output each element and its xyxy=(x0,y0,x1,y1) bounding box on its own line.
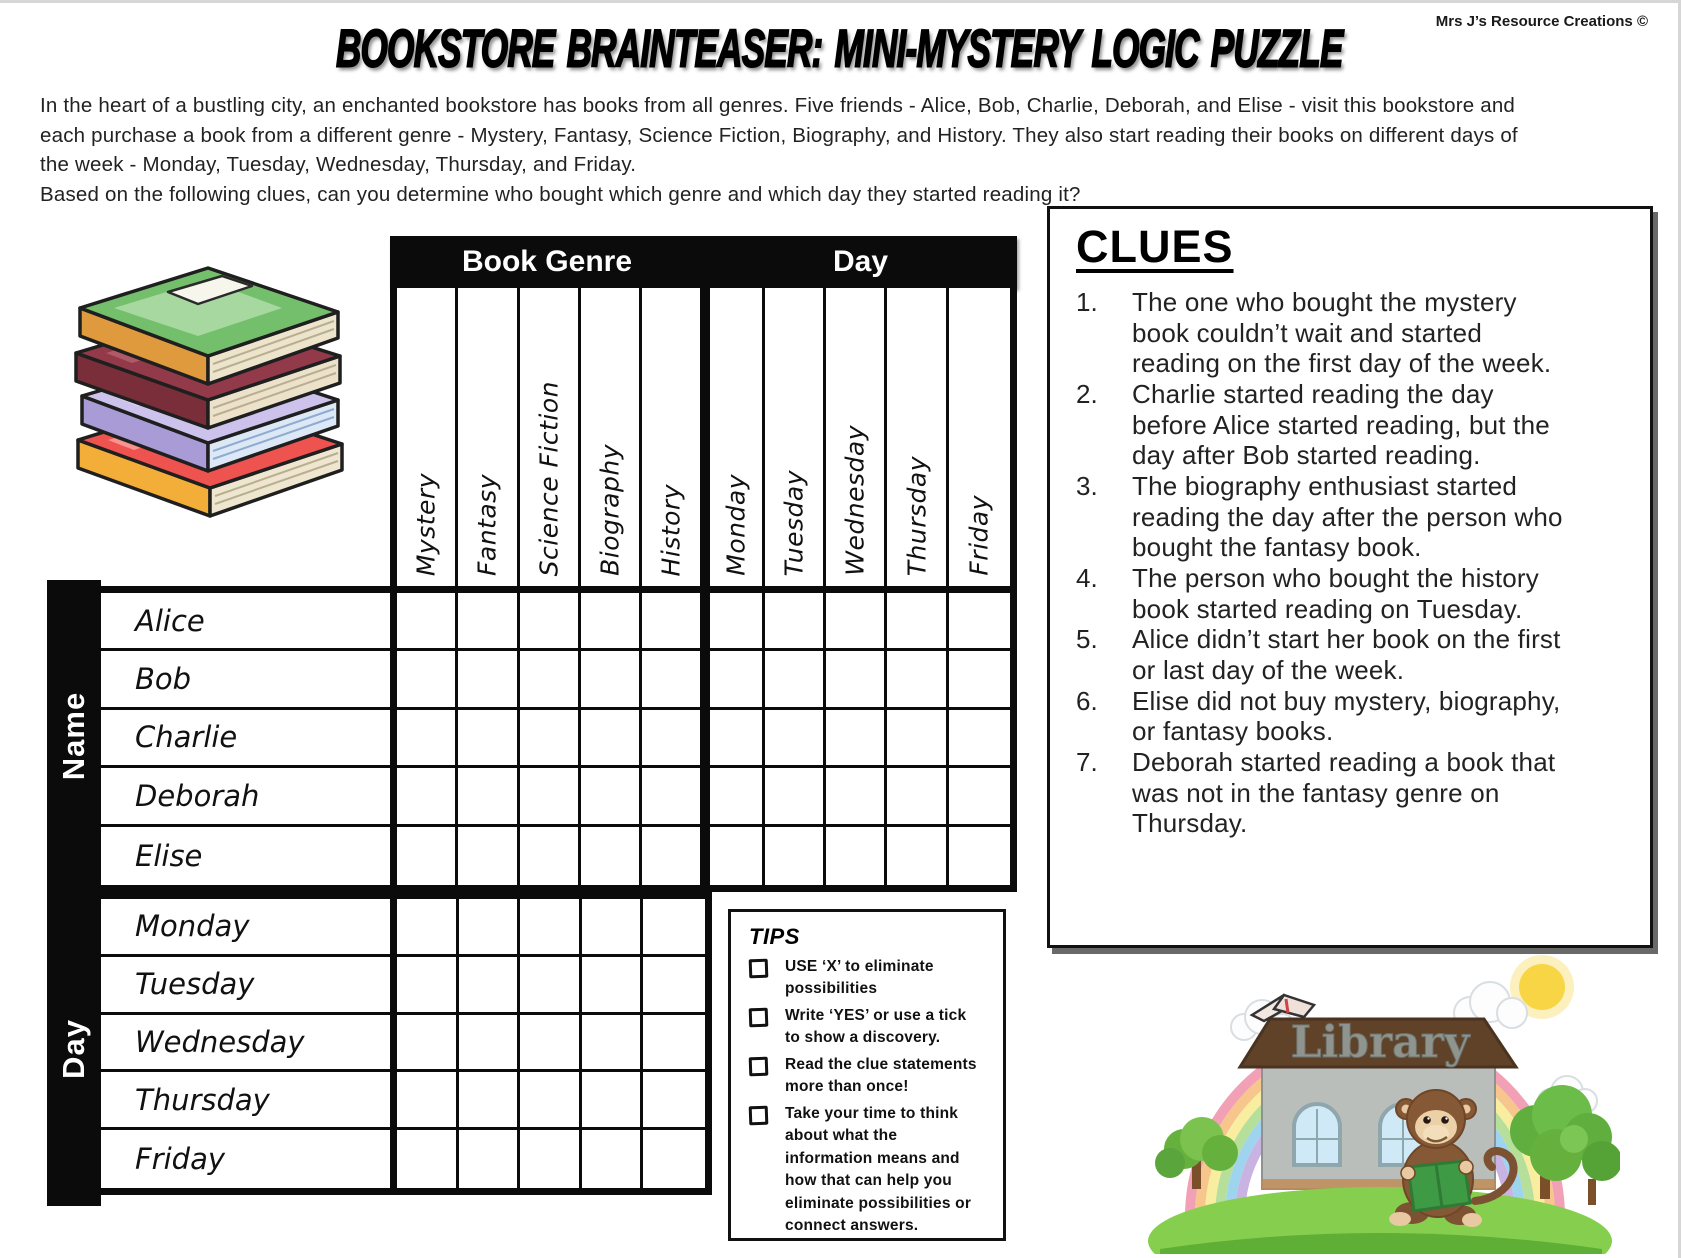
row-label-wednesday: Wednesday xyxy=(101,1015,390,1073)
clue-number: 4. xyxy=(1076,563,1098,594)
checkbox-icon xyxy=(749,1057,769,1077)
row-label-elise: Elise xyxy=(135,838,203,873)
clue-item xyxy=(1076,471,1620,563)
tip-text: Read the clue statements more than once! xyxy=(785,1055,977,1096)
grid-cell xyxy=(643,957,705,1015)
grid-cell xyxy=(887,710,948,768)
grid-cell xyxy=(582,899,644,957)
grid-cell xyxy=(459,1015,521,1073)
tip-text: Take your time to think about what the information means and how that can help you eliminate possibilities or connect answers. xyxy=(785,1104,972,1235)
column-header-friday xyxy=(949,288,1010,586)
column-header-tuesday xyxy=(765,288,826,586)
column-header-label: Monday xyxy=(721,474,751,576)
column-header-label: Fantasy xyxy=(472,474,502,576)
grid-cell xyxy=(397,651,458,709)
grid-cell xyxy=(582,1130,644,1188)
column-header-wednesday xyxy=(826,288,887,586)
column-group-day: Day xyxy=(832,245,889,278)
grid-cell xyxy=(397,1072,459,1130)
library-sign-text: Library xyxy=(1290,1017,1470,1068)
name-rows-cell-grid xyxy=(390,586,1017,892)
grid-cell xyxy=(459,899,521,957)
row-label-charlie: Charlie xyxy=(101,710,390,768)
grid-cell xyxy=(703,768,764,826)
grid-cell xyxy=(887,768,948,826)
clues-title: CLUES xyxy=(1076,221,1234,272)
grid-cell xyxy=(887,593,948,651)
grid-cell xyxy=(643,1072,705,1130)
grid-cell xyxy=(459,1130,521,1188)
grid-cell xyxy=(949,710,1010,768)
grid-cell xyxy=(581,651,642,709)
column-header-biography xyxy=(581,288,642,586)
grid-cell xyxy=(643,1130,705,1188)
grid-cell xyxy=(459,957,521,1015)
grid-cell xyxy=(826,651,887,709)
books-stack-illustration xyxy=(50,238,360,538)
grid-cell xyxy=(643,899,705,957)
checkbox-icon xyxy=(749,1105,769,1125)
column-header-label: Thursday xyxy=(902,455,932,576)
column-header-fantasy xyxy=(458,288,519,586)
row-label-bob: Bob xyxy=(101,651,390,709)
grid-cell xyxy=(642,651,703,709)
row-group-day-label: Day xyxy=(56,1019,91,1079)
grid-cell xyxy=(887,827,948,885)
day-row-labels xyxy=(101,892,390,1195)
grid-cell xyxy=(643,1015,705,1073)
grid-cell xyxy=(520,827,581,885)
clue-item xyxy=(1076,379,1620,471)
tips-title: TIPS xyxy=(749,924,800,949)
clue-text: Charlie started reading the day before Alice started reading, but the day after Bob started reading. xyxy=(1132,379,1550,471)
column-header-history xyxy=(642,288,703,586)
grid-cell xyxy=(458,651,519,709)
grid-cell xyxy=(458,827,519,885)
attribution: Mrs J’s Resource Creations © xyxy=(1435,13,1648,30)
checkbox-icon xyxy=(749,959,769,979)
column-header-label: Science Fiction xyxy=(534,380,564,576)
row-label-thursday: Thursday xyxy=(101,1072,390,1130)
checkbox-icon xyxy=(749,1008,769,1028)
name-row-labels xyxy=(101,586,390,892)
grid-cell xyxy=(520,899,582,957)
column-header-monday xyxy=(703,288,764,586)
grid-cell xyxy=(458,710,519,768)
grid-cell xyxy=(949,593,1010,651)
grid-cell xyxy=(642,768,703,826)
grid-cell xyxy=(458,768,519,826)
grid-cell xyxy=(397,710,458,768)
grid-cell xyxy=(949,651,1010,709)
clue-text: Alice didn’t start her book on the first or last day of the week. xyxy=(1132,624,1561,686)
grid-cell xyxy=(520,1072,582,1130)
grid-cell xyxy=(703,710,764,768)
clue-text: Elise did not buy mystery, biography, or fantasy books. xyxy=(1132,685,1561,747)
grid-cell xyxy=(520,1015,582,1073)
page-title-text: BOOKSTORE BRAINTEASER: MINI-MYSTERY LOGIC PUZZLE xyxy=(335,18,1343,79)
row-label-monday: Monday xyxy=(101,899,390,957)
grid-cell xyxy=(459,1072,521,1130)
clue-number: 1. xyxy=(1076,287,1098,317)
row-group-name-bar xyxy=(47,580,101,892)
column-header-label: Friday xyxy=(964,495,994,576)
grid-cell xyxy=(581,593,642,651)
grid-cell xyxy=(397,1130,459,1188)
grid-cell xyxy=(581,768,642,826)
intro-text: In the heart of a bustling city, an enchanted bookstore has books from all genres. Five friends - Alice, Bob, Charlie, Deborah, and Elise - visit this bookstore and each purchase a book from a different genre - Mystery, Fantasy, Science Fiction, Biography, and History. They also start reading their books on different days of the week - Monday, Tuesday, Wednesday, Thursday, and Friday. xyxy=(40,94,1518,177)
column-header-label: Biography xyxy=(595,444,625,576)
grid-cell xyxy=(703,827,764,885)
grid-cell xyxy=(765,710,826,768)
clue-text: The person who bought the history book started reading on Tuesday. xyxy=(1132,563,1539,624)
grid-cell xyxy=(581,710,642,768)
grid-cell xyxy=(642,710,703,768)
column-header-science-fiction xyxy=(520,288,581,586)
column-header-thursday xyxy=(887,288,948,586)
row-group-name-label: Name xyxy=(56,691,91,781)
grid-cell xyxy=(642,827,703,885)
question-text: Based on the following clues, can you determine who bought which genre and which day they started reading it? xyxy=(40,182,1081,206)
clue-number: 3. xyxy=(1076,471,1098,502)
row-label-deborah: Deborah xyxy=(101,768,390,826)
clue-number: 6. xyxy=(1076,685,1098,716)
grid-cell xyxy=(826,827,887,885)
grid-cell xyxy=(765,827,826,885)
tip-item xyxy=(749,1005,993,1050)
clue-item xyxy=(1076,747,1620,839)
column-header-label: Wednesday xyxy=(840,425,870,576)
clues-box xyxy=(1047,206,1653,948)
row-label-tuesday: Tuesday xyxy=(101,957,390,1015)
grid-cell xyxy=(887,651,948,709)
clue-number: 2. xyxy=(1076,379,1098,410)
grid-cell xyxy=(703,651,764,709)
grid-cell xyxy=(520,768,581,826)
grid-cell xyxy=(397,899,459,957)
intro-paragraph xyxy=(40,91,1545,209)
clue-number: 7. xyxy=(1076,747,1098,778)
grid-cell xyxy=(520,593,581,651)
tips-box xyxy=(728,909,1006,1241)
clue-item xyxy=(1076,563,1620,624)
column-header-label: History xyxy=(656,483,686,576)
grid-cell xyxy=(826,710,887,768)
row-label-friday: Friday xyxy=(135,1142,226,1177)
grid-cell xyxy=(826,593,887,651)
grid-cell xyxy=(581,827,642,885)
clue-item xyxy=(1076,287,1620,379)
grid-cell xyxy=(520,710,581,768)
grid-cell xyxy=(520,1130,582,1188)
library-illustration xyxy=(1140,949,1620,1254)
grid-header-bar xyxy=(390,236,1017,288)
clue-item xyxy=(1076,624,1620,685)
grid-cell xyxy=(520,957,582,1015)
grid-column-headers xyxy=(390,288,1017,586)
grid-cell xyxy=(582,1072,644,1130)
row-group-day-bar xyxy=(47,892,101,1206)
grid-cell xyxy=(765,651,826,709)
grid-cell xyxy=(826,768,887,826)
grid-cell xyxy=(397,827,458,885)
grid-cell xyxy=(703,593,764,651)
column-header-mystery xyxy=(397,288,458,586)
grid-cell xyxy=(765,768,826,826)
clue-item xyxy=(1076,686,1620,747)
grid-cell xyxy=(582,957,644,1015)
grid-cell xyxy=(458,593,519,651)
grid-cell xyxy=(397,593,458,651)
tip-item xyxy=(749,1103,993,1238)
tip-text: USE ‘X’ to eliminate possibilities xyxy=(785,958,934,998)
grid-cell xyxy=(949,768,1010,826)
column-header-label: Mystery xyxy=(411,472,441,576)
clue-text: The biography enthusiast started reading the day after the person who bought the fantasy book. xyxy=(1132,471,1563,563)
clue-text: Deborah started reading a book that was not in the fantasy genre on Thursday. xyxy=(1132,747,1556,839)
grid-cell xyxy=(582,1015,644,1073)
grid-cell xyxy=(397,957,459,1015)
column-group-book-genre: Book Genre xyxy=(461,245,633,278)
grid-cell xyxy=(765,593,826,651)
column-header-label: Tuesday xyxy=(779,469,809,576)
tip-text: Write ‘YES’ or use a tick to show a discovery. xyxy=(785,1006,967,1047)
tip-item xyxy=(749,956,993,1001)
grid-cell xyxy=(520,651,581,709)
tip-item xyxy=(749,1054,993,1099)
day-rows-cell-grid xyxy=(390,892,712,1195)
grid-cell xyxy=(949,827,1010,885)
grid-cell xyxy=(397,768,458,826)
clue-text: The one who bought the mystery book couldn’t wait and started reading on the first day of the week. xyxy=(1132,287,1552,379)
grid-cell xyxy=(397,1015,459,1073)
clue-number: 5. xyxy=(1076,624,1098,655)
grid-cell xyxy=(642,593,703,651)
row-label-alice: Alice xyxy=(101,593,390,651)
